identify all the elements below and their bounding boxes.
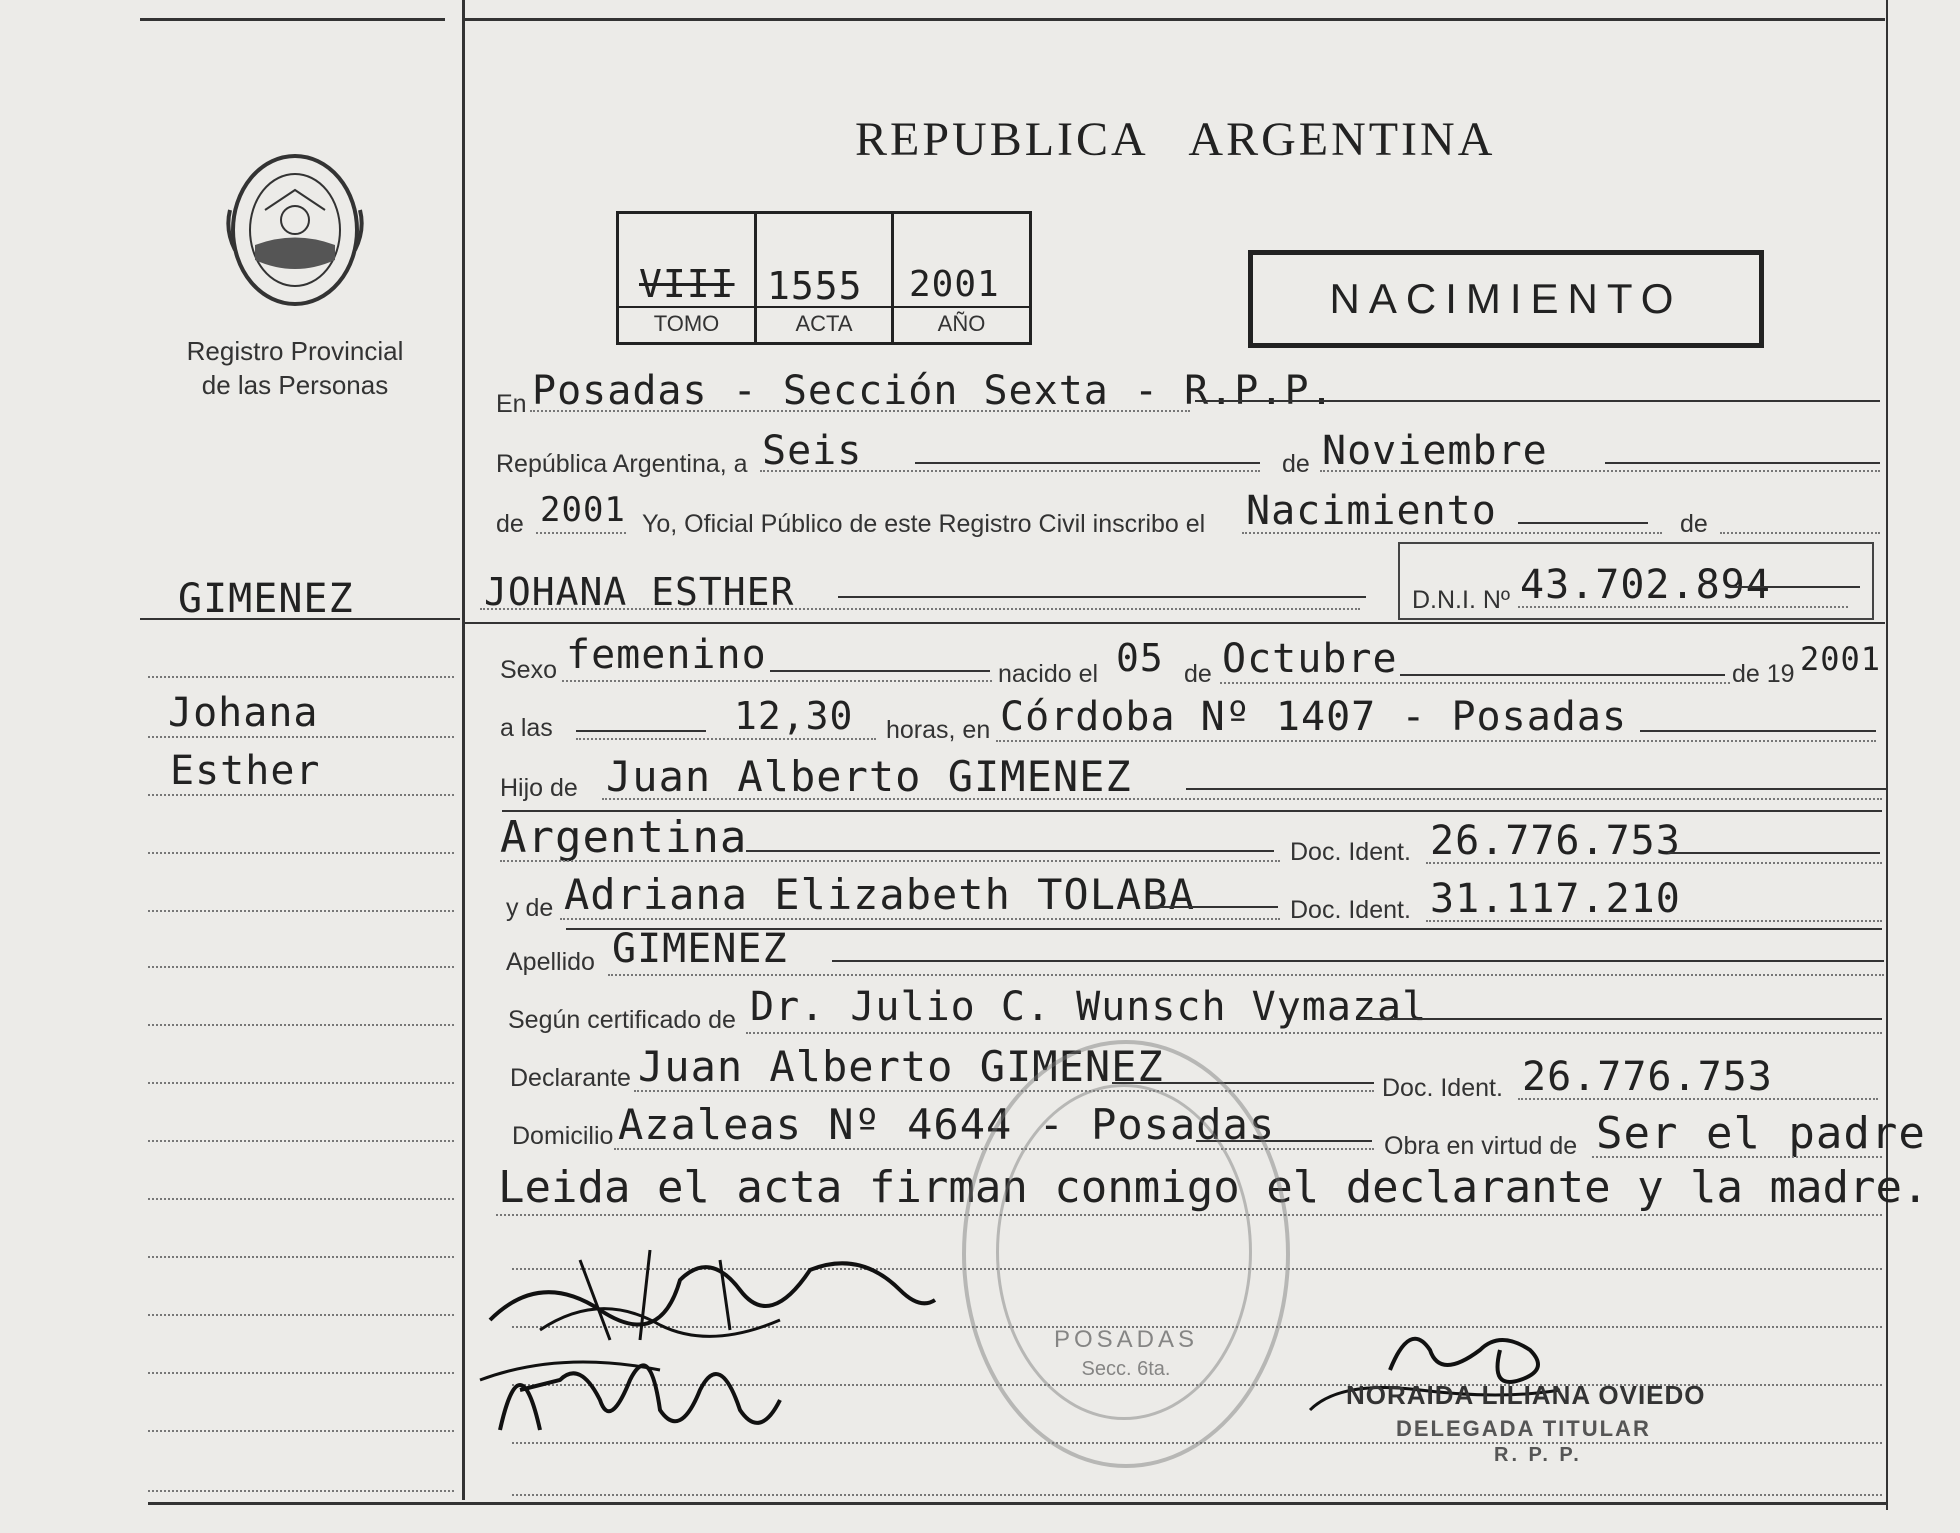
official-name: NORAIDA LILIANA OVIEDO bbox=[1346, 1380, 1706, 1410]
dni-fill-line bbox=[1730, 586, 1860, 588]
en-value: Posadas - Sección Sexta - R.P.P. bbox=[532, 368, 1335, 414]
margin-line-11 bbox=[148, 1256, 454, 1258]
de4-label: de bbox=[1184, 660, 1212, 688]
year-value: 2001 bbox=[540, 490, 626, 530]
alas-label: a las bbox=[500, 714, 553, 742]
margin-line-13 bbox=[148, 1372, 454, 1374]
mother-line bbox=[560, 918, 1280, 920]
province-emblem bbox=[225, 150, 365, 310]
birth-month-fill-line bbox=[1400, 674, 1725, 676]
margin-line-14 bbox=[148, 1430, 454, 1432]
hour-value: 12,30 bbox=[734, 694, 854, 738]
father-value: Juan Alberto GIMENEZ bbox=[606, 752, 1132, 801]
place-line bbox=[996, 740, 1876, 742]
father-fill-line bbox=[1186, 788, 1886, 790]
name-fill-line bbox=[838, 596, 1366, 598]
top-rule-left bbox=[140, 18, 445, 21]
alas-fill-line bbox=[576, 730, 706, 732]
tomo-value: VIII bbox=[639, 262, 735, 306]
anio-value: 2001 bbox=[909, 264, 1000, 305]
father-doc-line bbox=[1426, 862, 1882, 864]
acta-label: ACTA bbox=[795, 311, 853, 336]
month-fill-line bbox=[1605, 462, 1880, 464]
margin-line-8 bbox=[148, 1082, 454, 1084]
de3-line bbox=[1720, 532, 1880, 534]
de3-label: de bbox=[1680, 510, 1708, 538]
cert-label: Según certificado de bbox=[508, 1006, 736, 1034]
mother-fill-line bbox=[1148, 906, 1278, 908]
nacido-label: nacido el bbox=[998, 660, 1099, 688]
apellido-value: GIMENEZ bbox=[612, 926, 788, 972]
name-value: JOHANA ESTHER bbox=[484, 570, 795, 614]
rep-label: República Argentina, a bbox=[496, 450, 748, 478]
place-fill-line bbox=[1640, 730, 1876, 732]
registry-name-line2: de las Personas bbox=[201, 370, 389, 400]
cert-line bbox=[746, 1032, 1882, 1034]
de2-label: de bbox=[496, 510, 524, 538]
margin-line-1 bbox=[148, 676, 454, 678]
apellido-line bbox=[608, 974, 1884, 976]
father-line bbox=[602, 798, 1882, 800]
top-rule-right bbox=[465, 18, 1885, 21]
apellido-label: Apellido bbox=[506, 948, 595, 976]
father-doc: 26.776.753 bbox=[1430, 818, 1681, 864]
margin-line-6 bbox=[148, 966, 454, 968]
sexo-value: femenino bbox=[566, 632, 767, 678]
day-value: Seis bbox=[762, 428, 863, 474]
birth-year: 2001 bbox=[1800, 640, 1882, 678]
blank-line-5 bbox=[512, 1494, 1882, 1496]
cert-value: Dr. Julio C. Wunsch Vymazal bbox=[750, 984, 1428, 1030]
act-line bbox=[1242, 532, 1662, 534]
father-docid-label: Doc. Ident. bbox=[1290, 838, 1411, 866]
margin-line-2 bbox=[148, 736, 454, 738]
margin-line-5 bbox=[148, 910, 454, 912]
stamp-section: Secc. 6ta. bbox=[1081, 1358, 1171, 1380]
doc-type-label: NACIMIENTO bbox=[1329, 275, 1683, 322]
dom-value: Azaleas Nº 4644 - Posadas bbox=[618, 1100, 1276, 1149]
sexo-label: Sexo bbox=[500, 656, 557, 684]
closing-text: Leida el acta firman conmigo el declarante y la madre. bbox=[498, 1162, 1929, 1213]
record-box bbox=[616, 211, 1032, 345]
act-fill-line bbox=[1518, 522, 1648, 524]
mother-doc: 31.117.210 bbox=[1430, 876, 1681, 922]
margin-line-12 bbox=[148, 1314, 454, 1316]
en-fill-line bbox=[1195, 400, 1880, 402]
father-doc-fill-line bbox=[1668, 852, 1880, 854]
decl-doc-line bbox=[1518, 1098, 1878, 1100]
mother-docid-label: Doc. Ident. bbox=[1290, 896, 1411, 924]
hijo-label: Hijo de bbox=[500, 774, 578, 802]
year-line bbox=[536, 532, 626, 534]
margin-surname: GIMENEZ bbox=[178, 576, 354, 622]
dom-label: Domicilio bbox=[512, 1122, 614, 1150]
stamp-city: POSADAS bbox=[1053, 1326, 1199, 1353]
anio-label: AÑO bbox=[937, 311, 986, 336]
margin-line-10 bbox=[148, 1198, 454, 1200]
margin-line-4 bbox=[148, 852, 454, 854]
official-title: DELEGADA TITULAR bbox=[1396, 1416, 1651, 1441]
obra-value: Ser el padre bbox=[1596, 1108, 1926, 1159]
margin-line-3 bbox=[148, 794, 454, 796]
en-line bbox=[530, 410, 1190, 412]
en-label: En bbox=[496, 390, 527, 418]
margin-line-15 bbox=[148, 1490, 454, 1492]
act-value: Nacimiento bbox=[1246, 488, 1497, 534]
obra-label: Obra en virtud de bbox=[1384, 1132, 1578, 1160]
yde-label: y de bbox=[506, 894, 554, 922]
section-rule bbox=[465, 622, 1885, 624]
day-line bbox=[760, 470, 1260, 472]
official-stamp bbox=[962, 1040, 1290, 1468]
place-value: Córdoba Nº 1407 - Posadas bbox=[1000, 694, 1628, 740]
nationality-fill-line bbox=[746, 850, 1274, 852]
decl-label: Declarante bbox=[510, 1064, 631, 1092]
mother-doc-line bbox=[1426, 920, 1882, 922]
inscribe-label: Yo, Oficial Público de este Registro Civil inscribo el bbox=[642, 510, 1206, 538]
dni-value: 43.702.894 bbox=[1520, 562, 1771, 608]
father-nationality: Argentina bbox=[500, 812, 748, 863]
country-title: REPUBLICA ARGENTINA bbox=[855, 113, 1496, 166]
apellido-fill-line bbox=[832, 960, 1884, 962]
birth-month-line bbox=[1220, 682, 1730, 684]
dni-label: D.N.I. Nº bbox=[1412, 586, 1511, 614]
official-org: R. P. P. bbox=[1494, 1444, 1582, 1466]
margin-second-name: Esther bbox=[170, 748, 321, 794]
margin-first-name: Johana bbox=[168, 690, 319, 736]
dni-line bbox=[1518, 606, 1848, 608]
decl-doc: 26.776.753 bbox=[1522, 1054, 1773, 1100]
de19-label: de 19 bbox=[1732, 660, 1795, 688]
de-label: de bbox=[1282, 450, 1310, 478]
decl-line bbox=[634, 1090, 1374, 1092]
sexo-fill-line bbox=[770, 670, 990, 672]
birth-day: 05 bbox=[1116, 636, 1164, 680]
signature-mother bbox=[460, 1320, 820, 1465]
decl-value: Juan Alberto GIMENEZ bbox=[638, 1042, 1164, 1091]
cert-fill-line bbox=[1360, 1018, 1882, 1020]
decl-docid-label: Doc. Ident. bbox=[1382, 1074, 1503, 1102]
month-value: Noviembre bbox=[1322, 428, 1548, 474]
horas-label: horas, en bbox=[886, 716, 991, 744]
name-line bbox=[480, 608, 1360, 610]
bottom-rule bbox=[148, 1502, 1888, 1505]
column-divider bbox=[462, 0, 465, 1500]
margin-line-9 bbox=[148, 1140, 454, 1142]
obra-line bbox=[1592, 1156, 1882, 1158]
acta-value: 1555 bbox=[767, 264, 863, 308]
alas-line bbox=[576, 738, 876, 740]
doc-type-box bbox=[1248, 250, 1764, 348]
mother-value: Adriana Elizabeth TOLABA bbox=[564, 870, 1195, 919]
right-border bbox=[1886, 0, 1888, 1510]
day-fill-line bbox=[915, 462, 1260, 464]
birth-month: Octubre bbox=[1222, 636, 1398, 682]
nationality-line bbox=[500, 860, 1280, 862]
month-line bbox=[1320, 470, 1880, 472]
margin-line-7 bbox=[148, 1024, 454, 1026]
sexo-line bbox=[562, 680, 992, 682]
margin-surname-line bbox=[140, 618, 460, 620]
registry-name-line1: Registro Provincial bbox=[186, 336, 404, 366]
tomo-label: TOMO bbox=[653, 311, 720, 336]
